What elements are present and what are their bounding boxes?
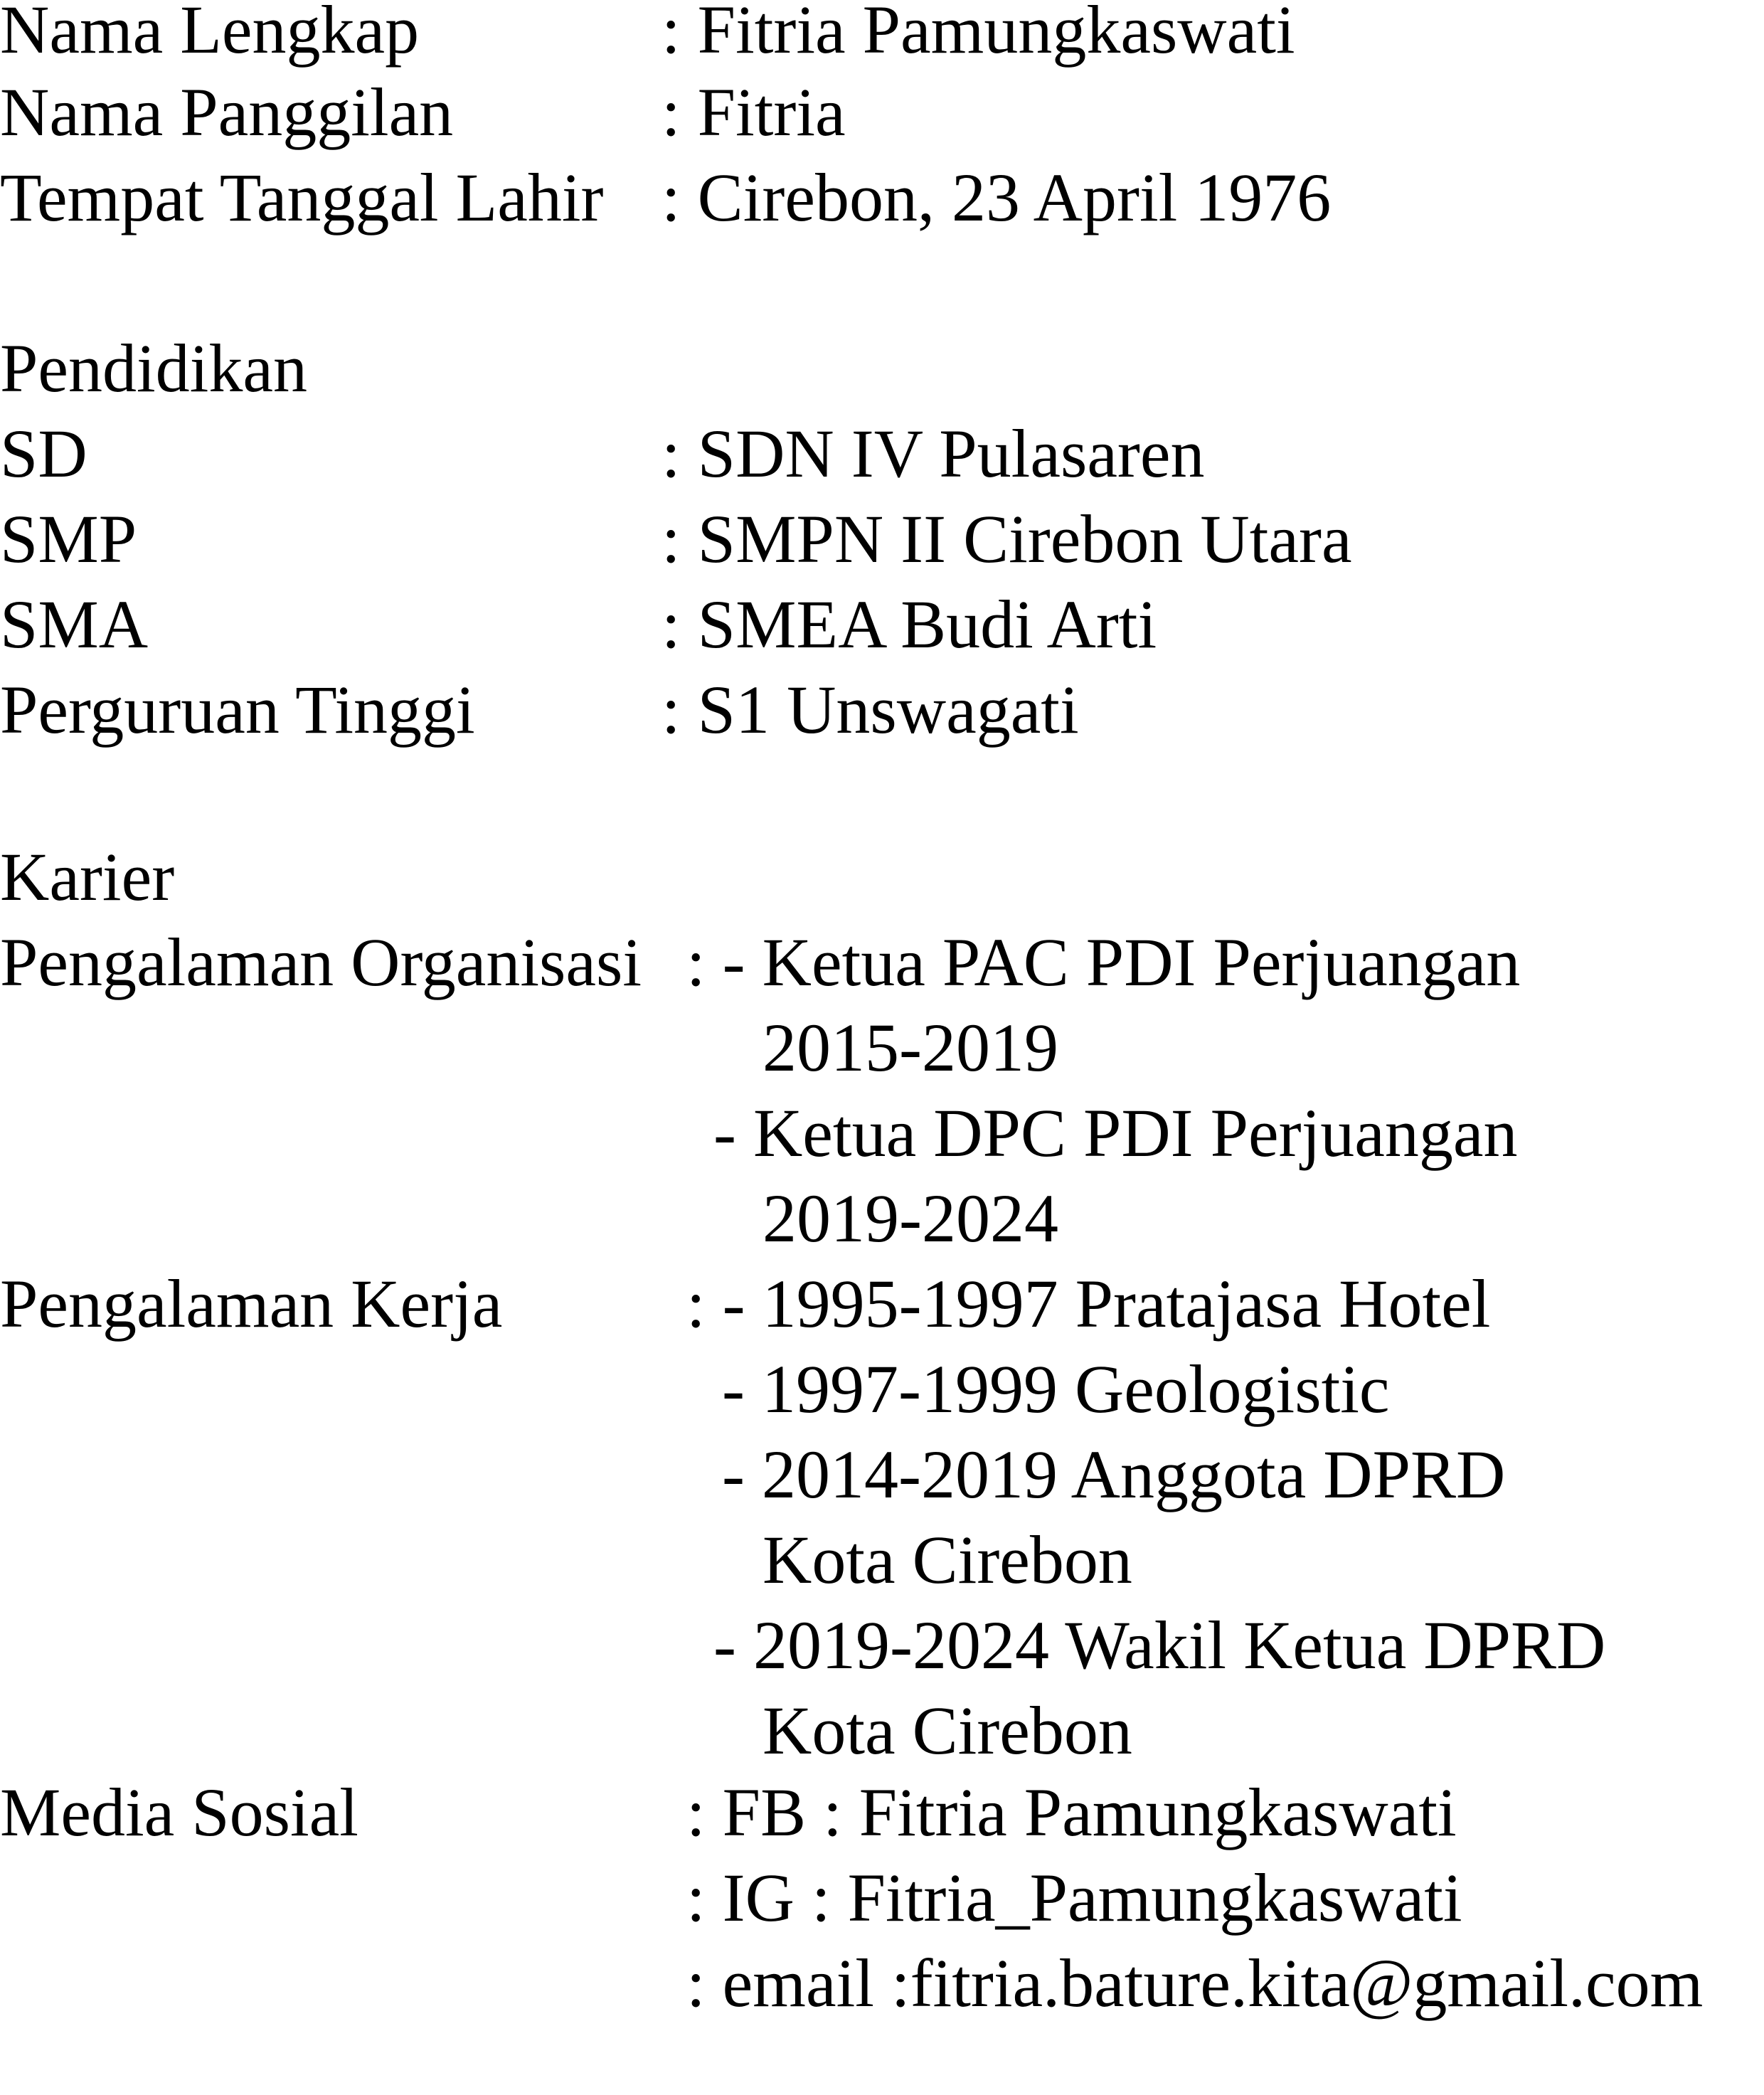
university-label: Perguruan Tinggi — [0, 672, 475, 748]
work-line: - 2014-2019 Anggota DPRD — [722, 1436, 1506, 1512]
work-line: - 2019-2024 Wakil Ketua DPRD — [713, 1607, 1606, 1683]
organization-line: 2015-2019 — [763, 1009, 1058, 1086]
nickname-value: : Fitria — [662, 74, 846, 150]
work-line: Kota Cirebon — [763, 1522, 1132, 1598]
full-name-label: Nama Lengkap — [0, 0, 420, 68]
organization-line: : - Ketua PAC PDI Perjuangan — [686, 924, 1521, 1000]
social-facebook: : FB : Fitria Pamungkaswati — [686, 1774, 1457, 1850]
university-value: : S1 Unswagati — [662, 672, 1079, 748]
organization-line: 2019-2024 — [763, 1180, 1058, 1256]
organization-label: Pengalaman Organisasi — [0, 924, 642, 1000]
sma-value: : SMEA Budi Arti — [662, 586, 1157, 662]
smp-label: SMP — [0, 501, 137, 577]
work-label: Pengalaman Kerja — [0, 1266, 503, 1342]
nickname-label: Nama Panggilan — [0, 74, 454, 150]
work-line: Kota Cirebon — [763, 1692, 1132, 1768]
birth-value: : Cirebon, 23 April 1976 — [662, 159, 1332, 235]
education-heading: Pendidikan — [0, 330, 307, 406]
full-name-value: : Fitria Pamungkaswati — [662, 0, 1295, 68]
social-instagram: : IG : Fitria_Pamungkaswati — [686, 1860, 1462, 1936]
smp-value: : SMPN II Cirebon Utara — [662, 501, 1352, 577]
sd-value: : SDN IV Pulasaren — [662, 415, 1205, 492]
sd-label: SD — [0, 415, 87, 492]
social-email: : email :fitria.bature.kita@gmail.com — [686, 1945, 1704, 2021]
sma-label: SMA — [0, 586, 149, 662]
career-heading: Karier — [0, 839, 175, 915]
social-label: Media Sosial — [0, 1774, 358, 1850]
work-line: - 1997-1999 Geologistic — [722, 1351, 1390, 1427]
birth-label: Tempat Tanggal Lahir — [0, 159, 604, 235]
work-line: : - 1995-1997 Pratajasa Hotel — [686, 1266, 1491, 1342]
organization-line: - Ketua DPC PDI Perjuangan — [713, 1095, 1518, 1171]
